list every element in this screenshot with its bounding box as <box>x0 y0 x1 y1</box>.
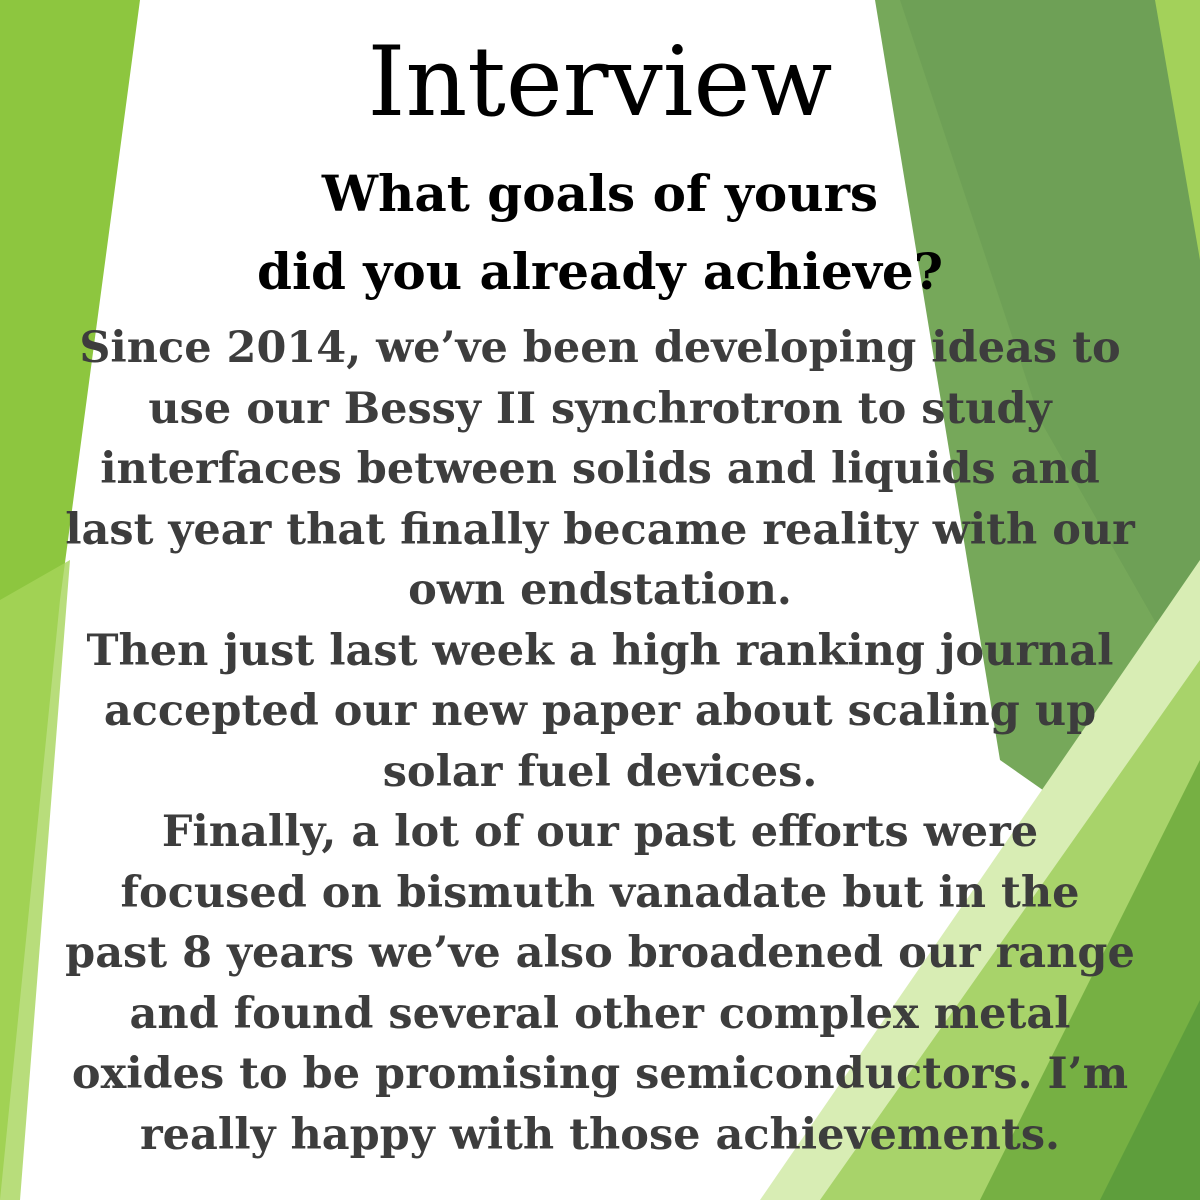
answer-line: last year that finally became reality with our <box>65 504 1135 555</box>
question-line: What goals of yours <box>321 164 879 223</box>
answer-line: focused on bismuth vanadate but in the <box>120 867 1080 918</box>
answer-line: past 8 years we’ve also broadened our range <box>65 928 1135 978</box>
answer-line: oxides to be promising semiconductors. I’m <box>71 1049 1129 1099</box>
answer-line: and found several other complex metal <box>129 988 1071 1039</box>
page-title: Interview <box>367 26 833 138</box>
answer-line: use our Bessy II synchrotron to study <box>148 383 1052 434</box>
answer-line: Then just last week a high ranking journal <box>86 625 1114 676</box>
question-line: did you already achieve? <box>256 242 943 301</box>
interview-question <box>0 155 1200 311</box>
answer-line: own endstation. <box>408 565 792 615</box>
answer-line: accepted our new paper about scaling up <box>103 686 1097 736</box>
answer-line: solar fuel devices. <box>382 746 818 797</box>
interview-answer <box>40 318 1160 1165</box>
answer-line: really happy with those achievements. <box>139 1109 1060 1160</box>
answer-line: Finally, a lot of our past efforts were <box>161 807 1039 857</box>
answer-line: Since 2014, we’ve been developing ideas to <box>79 323 1121 373</box>
answer-line: interfaces between solids and liquids and <box>100 444 1100 494</box>
